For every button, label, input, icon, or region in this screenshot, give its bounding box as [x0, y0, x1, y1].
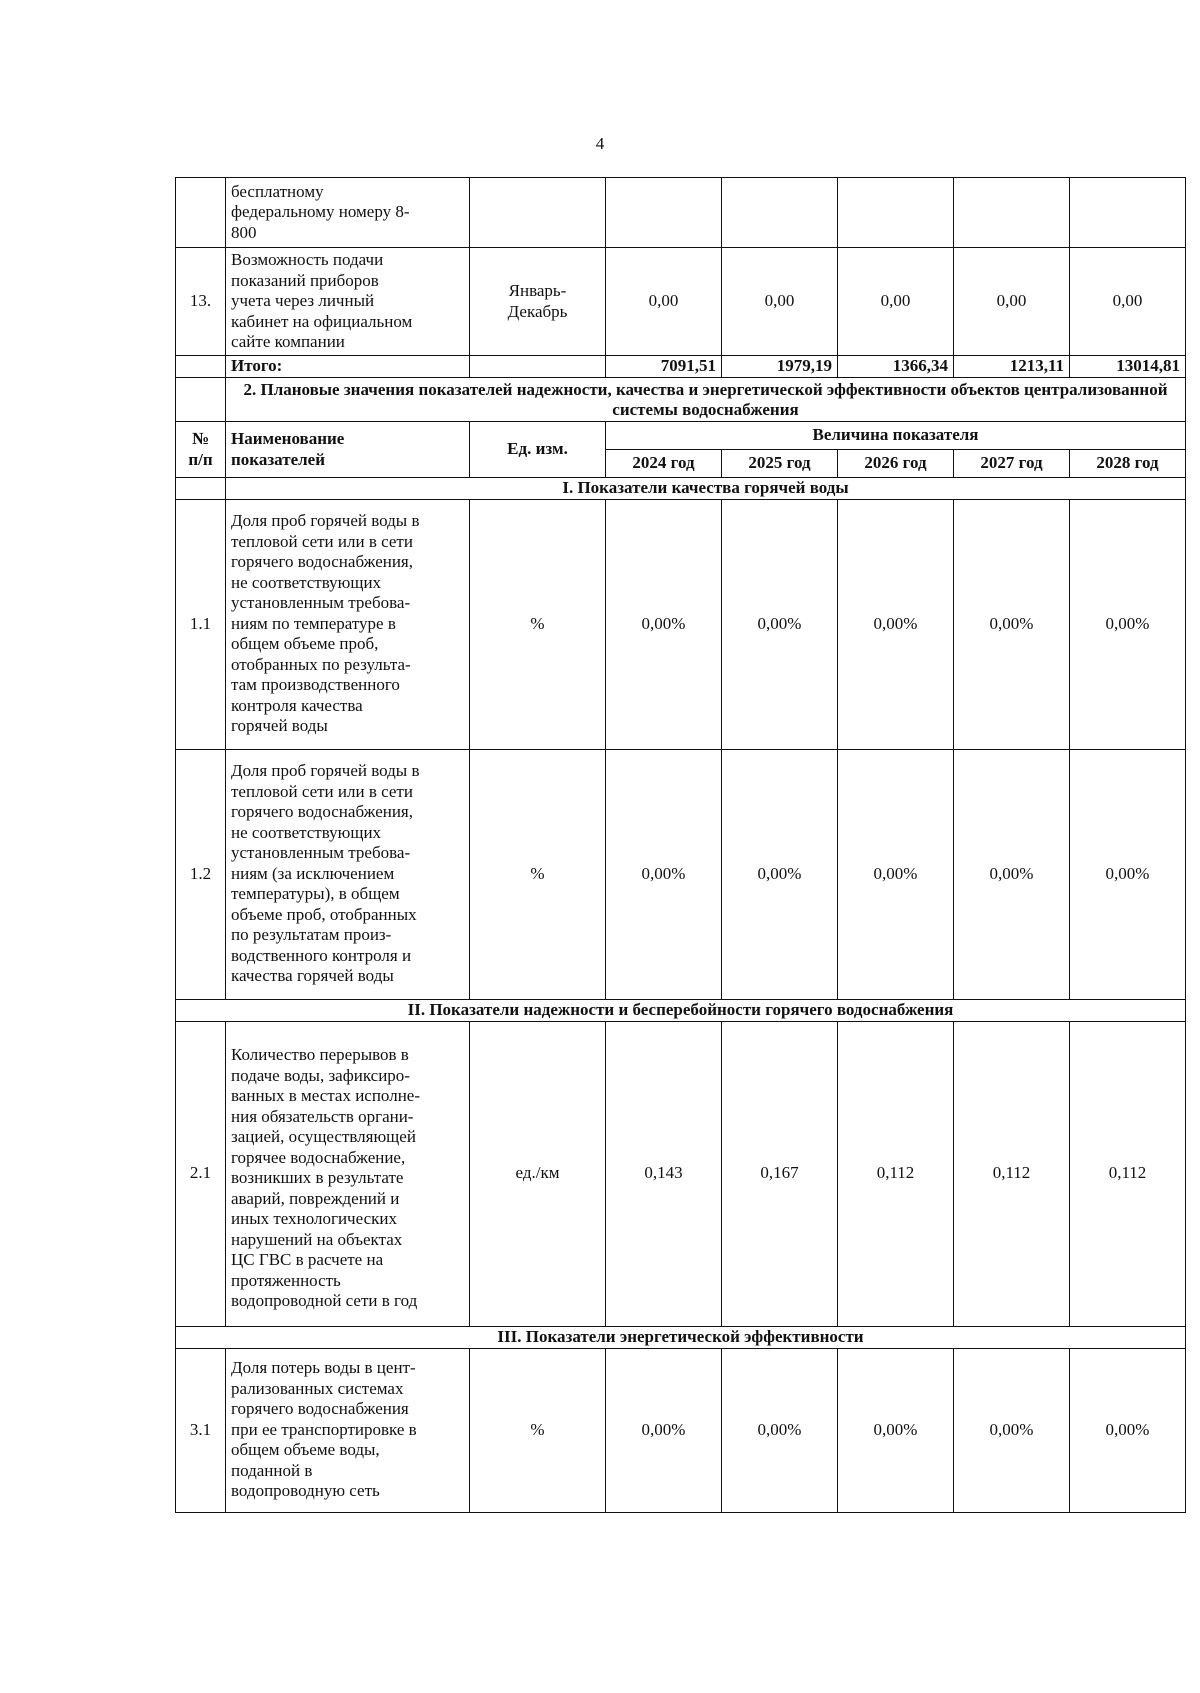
- unit-cell: ед./км: [470, 1021, 606, 1326]
- indicator-name: Количество перерывов в подаче воды, зафиксиро- ванных в местах исполне- ния обязательств органи- зацией, осуществляющей горячее водоснабжение, возникших в результате аварий, повреждений и иных технологических нарушений на объектах ЦС ГВС в расчете на протяженность водопроводной сети в год: [226, 1021, 470, 1326]
- value-cell: 0,112: [838, 1021, 954, 1326]
- value-cell: 0,00: [954, 248, 1070, 356]
- total-label: Итого:: [226, 356, 470, 378]
- group-title: III. Показатели энергетической эффективности: [176, 1326, 1186, 1348]
- group-title: I. Показатели качества горячей воды: [226, 478, 1186, 500]
- total-value: 1213,11: [954, 356, 1070, 378]
- value-cell: 0,143: [606, 1021, 722, 1326]
- row-number: [176, 178, 226, 248]
- header-year: 2025 год: [722, 450, 838, 478]
- indicator-name: бесплатному федеральному номеру 8- 800: [226, 178, 470, 248]
- value-cell: 0,00%: [954, 749, 1070, 999]
- value-cell: 0,00%: [954, 1348, 1070, 1512]
- value-cell: [606, 178, 722, 248]
- value-cell: [954, 178, 1070, 248]
- value-cell: 0,00%: [722, 749, 838, 999]
- value-cell: 0,167: [722, 1021, 838, 1326]
- value-cell: 0,00%: [1070, 499, 1186, 749]
- table-row: [176, 1348, 1186, 1512]
- row-number: 3.1: [176, 1348, 226, 1512]
- value-cell: 0,00: [1070, 248, 1186, 356]
- value-cell: 0,00%: [606, 749, 722, 999]
- header-year: 2028 год: [1070, 450, 1186, 478]
- indicator-name: Доля потерь воды в цент- рализованных системах горячего водоснабжения при ее транспортировке в общем объеме воды, поданной в водопроводную сеть: [226, 1348, 470, 1512]
- total-value: 7091,51: [606, 356, 722, 378]
- value-cell: 0,112: [954, 1021, 1070, 1326]
- period-cell: [470, 178, 606, 248]
- table-row-continued: [176, 178, 1186, 248]
- value-cell: 0,00%: [838, 499, 954, 749]
- group-title-row: [176, 478, 1186, 500]
- header-name: Наименование показателей: [226, 422, 470, 478]
- total-value: 1979,19: [722, 356, 838, 378]
- empty-cell: [176, 378, 226, 422]
- header-year: 2027 год: [954, 450, 1070, 478]
- header-unit: Ед. изм.: [470, 422, 606, 478]
- total-value: 1366,34: [838, 356, 954, 378]
- period-cell: Январь- Декабрь: [470, 248, 606, 356]
- value-cell: 0,00%: [722, 499, 838, 749]
- value-cell: 0,00%: [722, 1348, 838, 1512]
- unit-cell: %: [470, 499, 606, 749]
- empty-cell: [176, 356, 226, 378]
- value-cell: [1070, 178, 1186, 248]
- indicator-name: Доля проб горячей воды в тепловой сети или в сети горячего водоснабжения, не соответствующих установленным требова- ниям (за исключением температуры), в общем объеме проб, отобранных по результатам произ- водственного контроля и качества горячей воды: [226, 749, 470, 999]
- value-cell: 0,00%: [838, 1348, 954, 1512]
- row-number: 1.1: [176, 499, 226, 749]
- row-number: 13.: [176, 248, 226, 356]
- value-cell: 0,00: [838, 248, 954, 356]
- section-title-row: [176, 378, 1186, 422]
- section-title: 2. Плановые значения показателей надежности, качества и энергетической эффективности объектов централизованной системы водоснабжения: [226, 378, 1186, 422]
- total-row: [176, 356, 1186, 378]
- indicator-name: Доля проб горячей воды в тепловой сети или в сети горячего водоснабжения, не соответствующих установленным требова- ниям по температуре в общем объеме проб, отобранных по результа- там производственного контроля качества горячей воды: [226, 499, 470, 749]
- table-row: [176, 499, 1186, 749]
- value-cell: 0,00: [606, 248, 722, 356]
- empty-cell: [470, 356, 606, 378]
- total-value: 13014,81: [1070, 356, 1186, 378]
- unit-cell: %: [470, 1348, 606, 1512]
- page-number: 4: [595, 134, 605, 153]
- table-row: [176, 1021, 1186, 1326]
- value-cell: 0,00%: [606, 1348, 722, 1512]
- value-cell: [838, 178, 954, 248]
- row-number: 1.2: [176, 749, 226, 999]
- unit-cell: %: [470, 749, 606, 999]
- group-title-row: [176, 999, 1186, 1021]
- empty-cell: [176, 478, 226, 500]
- header-value-group: Величина показателя: [606, 422, 1186, 450]
- indicator-name: Возможность подачи показаний приборов учета через личный кабинет на официальном сайте компании: [226, 248, 470, 356]
- value-cell: 0,00%: [606, 499, 722, 749]
- value-cell: 0,00: [722, 248, 838, 356]
- value-cell: [722, 178, 838, 248]
- group-title: II. Показатели надежности и бесперебойности горячего водоснабжения: [176, 999, 1186, 1021]
- header-year: 2026 год: [838, 450, 954, 478]
- row-number: 2.1: [176, 1021, 226, 1326]
- table-row: [176, 749, 1186, 999]
- header-year: 2024 год: [606, 450, 722, 478]
- value-cell: 0,112: [1070, 1021, 1186, 1326]
- indicators-table: [175, 177, 1186, 1513]
- header-row: [176, 422, 1186, 450]
- value-cell: 0,00%: [954, 499, 1070, 749]
- header-number: № п/п: [176, 422, 226, 478]
- value-cell: 0,00%: [838, 749, 954, 999]
- value-cell: 0,00%: [1070, 749, 1186, 999]
- value-cell: 0,00%: [1070, 1348, 1186, 1512]
- table-row: [176, 248, 1186, 356]
- group-title-row: [176, 1326, 1186, 1348]
